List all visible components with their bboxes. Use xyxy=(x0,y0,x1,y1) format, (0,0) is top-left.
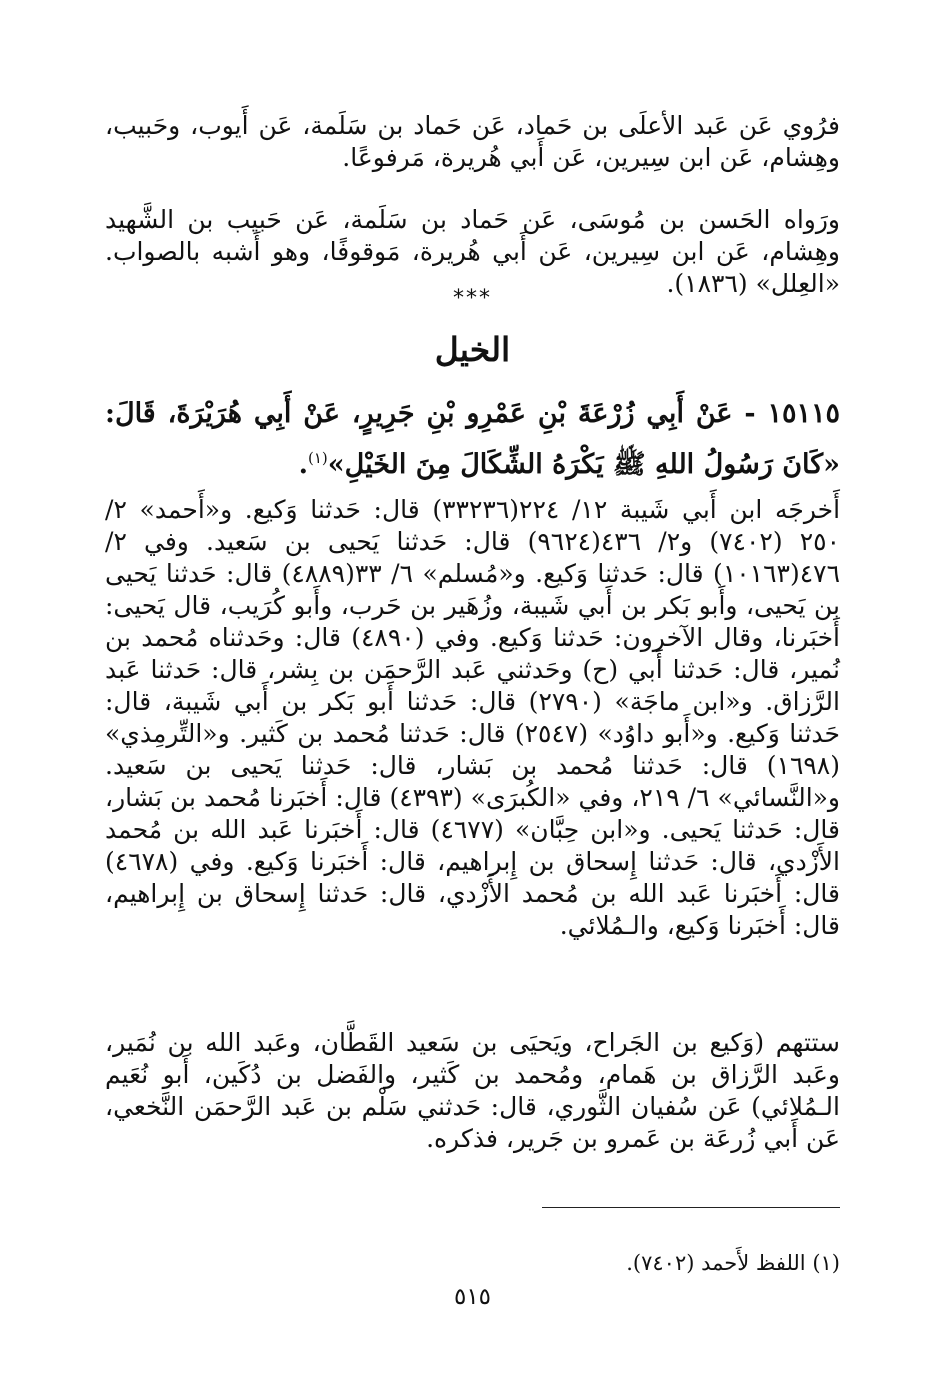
footnote-divider xyxy=(542,1207,840,1208)
section-title: الخيل xyxy=(434,330,511,369)
hadith-entry: ١٥١١٥ - عَنْ أَبِي زُرْعَةَ بْنِ عَمْرِو بْنِ جَرِيرٍ، عَنْ أَبِي هُرَيْرَةَ، قَالَ: «كَانَ رَسُولُ اللهِ ﷺ يَكْرَهُ الشِّكَالَ مِنَ الخَيْلِ»$^{(١)}$. xyxy=(105,398,840,480)
book-page xyxy=(105,0,840,1386)
hadith-text: عَنْ أَبِي زُرْعَةَ بْنِ عَمْرِو بْنِ جَرِيرٍ، عَنْ أَبِي هُرَيْرَةَ، قَالَ: «كَانَ رَسُولُ اللهِ ﷺ يَكْرَهُ الشِّكَالَ مِنَ الخَيْلِ» xyxy=(105,398,840,480)
page-number: ٥١٥ xyxy=(453,1284,492,1310)
takhrij-paragraph: أَخرجَه ابن أَبي شَيبة ١٢/ ٢٢٤(٣٣٢٣٦) قال: حَدثنا وَكيع. و«أَحمد» ٢/ ٢٥٠ (٧٤٠٢) و٢/ ٤٣٦(٩٦٢٤) قال: حَدثنا يَحيى بن سَعيد. وفي ٢/ ٤٧٦(١٠١٦٣) قال: حَدثنا وَكيع. و«مُسلم» ٦/ ٣٣(٤٨٨٩) قال: حَدثنا يَحيى بن يَحيى، وأَبو بَكر بن أَبي شَيبة، وزُهَير بن حَرب، وأَبو كُرَيب، قال يَحيى: أَخبَرنا، وقال الآخرون: حَدثنا وَكيع. وفي (٤٨٩٠) قال: وحَدثناه مُحمد بن نُمير، قال: حَدثنا أَبي (ح) وحَدثني عَبد الرَّحمَن بن بِشر، قال: حَدثنا عَبد الرَّزاق. و«ابن ماجَة» (٢٧٩٠) قال: حَدثنا أَبو بَكر بن أَبي شَيبة، قال: حَدثنا وَكيع. و«أَبو داوُد» (٢٥٤٧) قال: حَدثنا مُحمد بن كَثير. و«التِّرمِذي» (١٦٩٨) قال: حَدثنا مُحمد بن بَشار، قال: حَدثنا يَحيى بن سَعيد. و«النَّسائي» ٦/ ٢١٩، وفي «الكُبرَى» (٤٣٩٣) قال: أَخبَرنا مُحمد بن بَشار، قال: حَدثنا يَحيى. و«ابن حِبَّان» (٤٦٧٧) قال: أَخبَرنا عَبد الله بن مُحمد الأَزْدي، قال: حَدثنا إِسحاق بن إِبراهيم، قال: أَخبَرنا وَكيع. وفي (٤٦٧٨) قال: أَخبَرنا عَبد الله بن مُحمد الأَزْدي، قال: حَدثنا إِسحاق بن إِبراهيم، قال: أَخبَرنا وَكيع، والـمُلائي. xyxy=(105,495,841,940)
intro-paragraph-1: فرُوي عَن عَبد الأعلَى بن حَماد، عَن حَماد بن سَلَمة، عَن أَيوب، وحَبيب، وهِشام، عَن ابن سِيرين، عَن أَبي هُريرة، مَرفوعًا. xyxy=(105,111,840,172)
footnote-text: (١) اللفظ لأَحمد (٧٤٠٢). xyxy=(626,1251,840,1275)
footnote-reference: (١) xyxy=(307,449,328,467)
section-separator: *** xyxy=(453,286,492,311)
intro-paragraph-2: ورَواه الحَسن بن مُوسَى، عَن حَماد بن سَلَمة، عَن حَبيب بن الشَّهيد وهِشام، عَن ابن سِيرين، عَن أَبي هُريرة، مَوقوفًا، وهو أَشبه بالصواب. «العِلل» (١٨٣٦). xyxy=(105,205,840,298)
hadith-number: ١٥١١٥ xyxy=(767,398,840,429)
isnad-summary-paragraph: ستتهم (وَكيع بن الجَراح، ويَحيَى بن سَعيد القَطَّان، وعَبد الله بن نُمَير، وعَبد الرَّزاق بن هَمام، ومُحمد بن كَثير، والفَضل بن دُكَين، أَبو نُعَيم الـمُلائي) عَن سُفيان الثَّوري، قال: حَدثني سَلْم بن عَبد الرَّحمَن النَّخعي، عَن أَبي زُرعَة بن عَمرو بن جَرير، فذكره. xyxy=(105,1028,840,1153)
